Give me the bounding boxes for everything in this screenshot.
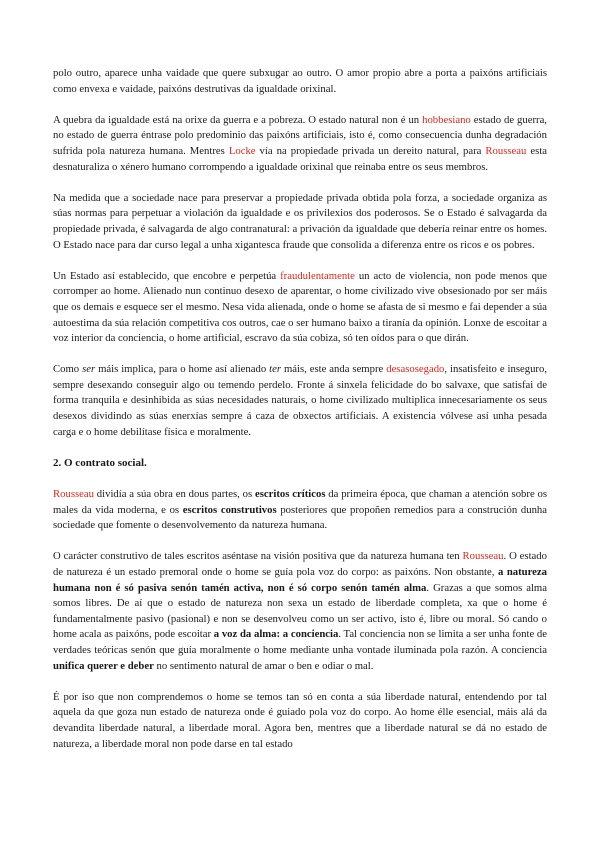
bold-escritos-construtivos: escritos construtivos bbox=[182, 503, 277, 516]
paragraph-7: O carácter construtivo de tales escritos aséntase na visión positiva que da natureza humana ten Rousseau. O estado de natureza é un estado premoral onde o home se guía pola voz do corpo: as paixóns. Non obstante, a natureza humana non é só pasiva senón tamén activa, non é só corpo senón tamén alma. Grazas a que somos alma somos libres. De aí que o estado de natureza non sexa un estado de liberdade completa, xa que o home é fundamentalmente pasivo (pasional) e non se desenvolveu como un ser activo, isto é, libre ou moral. Só cando o home acala as paixóns, pode escoitar a voz da alma: a conciencia. Tal conciencia non se limita a ser unha fonte de verdades teóricas senón que guía moralmente o home mediante unha vontade iluminada pola razón. A conciencia unifica querer e deber no sentimento natural de amar o ben e odiar o mal. bbox=[53, 550, 548, 672]
paragraph-5: Como ser máis implica, para o home así alienado ter máis, este anda sempre desasosegado, insatisfeito e inseguro, sempre desexando conseguir algo ou temendo perdelo. Fronte á sinxela felicidade do bo salvaxe, que satisfai de forma tranquila e desinhibida as súas necesidades naturais, o home civilizado multiplica innecesariamente os seus desexos dividindo as súas enerxías sempre á caza de obxectos artificiais. A existencia vólvese así unha pesada carga e o home debilítase física e moralmente. bbox=[53, 363, 548, 438]
bold-escritos-criticos: escritos críticos bbox=[255, 488, 326, 501]
italic-ter: ter bbox=[269, 363, 281, 376]
bold-unifica: unifica querer e deber bbox=[53, 659, 154, 672]
paragraph-4: Un Estado así establecido, que encobre e perpetúa fraudulentamente un acto de violencia, non pode menos que corromper ao home. Alienado nun continuo desexo de aparentar, o home civilizado vive obsesionado por ser máis que os demais e esquece ser el mesmo. Nesa vida alienada, onde o home se afasta de si mesmo e fai depender a súa autoestima da súa relación competitiva cos outros, cae o ser humano baixo a tiranía da opinión. Lonxe de escoitar a voz interior da conciencia, o home artificial, escravo da súa cobiza, só ten oídos para o que dirán. bbox=[53, 269, 547, 345]
bold-natureza-humana: a natureza humana non é só pasiva senón tamén activa, non é só corpo senón tamén alma bbox=[53, 566, 548, 594]
highlight-hobbesiano: hobbesiano bbox=[422, 113, 471, 126]
italic-ser: ser bbox=[82, 363, 96, 376]
highlight-rousseau: Rousseau bbox=[462, 550, 504, 563]
paragraph-8: É por iso que non comprendemos o home se temos tan só en conta a súa liberdade natural, entendendo por tal aquela da que goza nun estado de natureza onde é guiado pola voz do corpo. Ao home élle esencial, máis alá da devandita liberdade natural, a liberdade moral. Agora ben, mentres que a liberdade natural se dá no estado de natureza, a liberdade moral non pode darse en tal estado bbox=[53, 690, 547, 750]
highlight-rousseau: Rousseau bbox=[53, 488, 94, 501]
highlight-fraudulentamente: fraudulentamente bbox=[280, 269, 355, 282]
highlight-locke: Locke bbox=[228, 144, 256, 157]
paragraph-6: Rousseau dividía a súa obra en dous partes, os escritos críticos da primeira época, que chaman a atención sobre os males da vida moderna, e os escritos construtivos posteriores que propoñen remedios para a construción dunha sociedade que fomente o desenvolvemento da natureza humana. bbox=[53, 488, 548, 532]
paragraph-3: Na medida que a sociedade nace para preservar a propiedade privada obtida pola forza, a sociedade organiza as súas normas para perpetuar a violación da igualdade e os privilexios dos poderosos. Se o Estado é salvagarda da propiedade privada, é salvagarda de algo contranatural: a privación da igualdade que debería reinar entre os homes. O Estado nace para dar curso legal a unha xigantesca fraude que consolida a diferenza entre os ricos e os pobres. bbox=[53, 191, 547, 251]
highlight-desasosegado: desasosegado bbox=[386, 363, 445, 376]
paragraph-2: A quebra da igualdade está na orixe da guerra e a pobreza. O estado natural non é un hobbesiano estado de guerra, no estado de guerra éntrase polo predominio das paixóns artificiais, isto é, como consecuencia dunha degradación sufrida pola natureza humana. Mentres Locke vía na propiedade privada un dereito natural, para Rousseau esta desnaturaliza o xénero humano corrompendo a igualdade orixinal que reinaba entre os seus membros. bbox=[53, 113, 548, 173]
highlight-rousseau: Rousseau bbox=[485, 144, 527, 157]
paragraph-1: polo outro, aparece unha vaidade que quere subxugar ao outro. O amor propio abre a porta a paixóns artificiais como envexa e vaidade, paixóns destrutivas da igualdade orixinal. bbox=[53, 67, 547, 95]
document-page bbox=[53, 66, 547, 768]
section-heading: 2. O contrato social. bbox=[53, 456, 147, 469]
bold-voz-da-alma: a voz da alma: a conciencia bbox=[213, 628, 339, 641]
